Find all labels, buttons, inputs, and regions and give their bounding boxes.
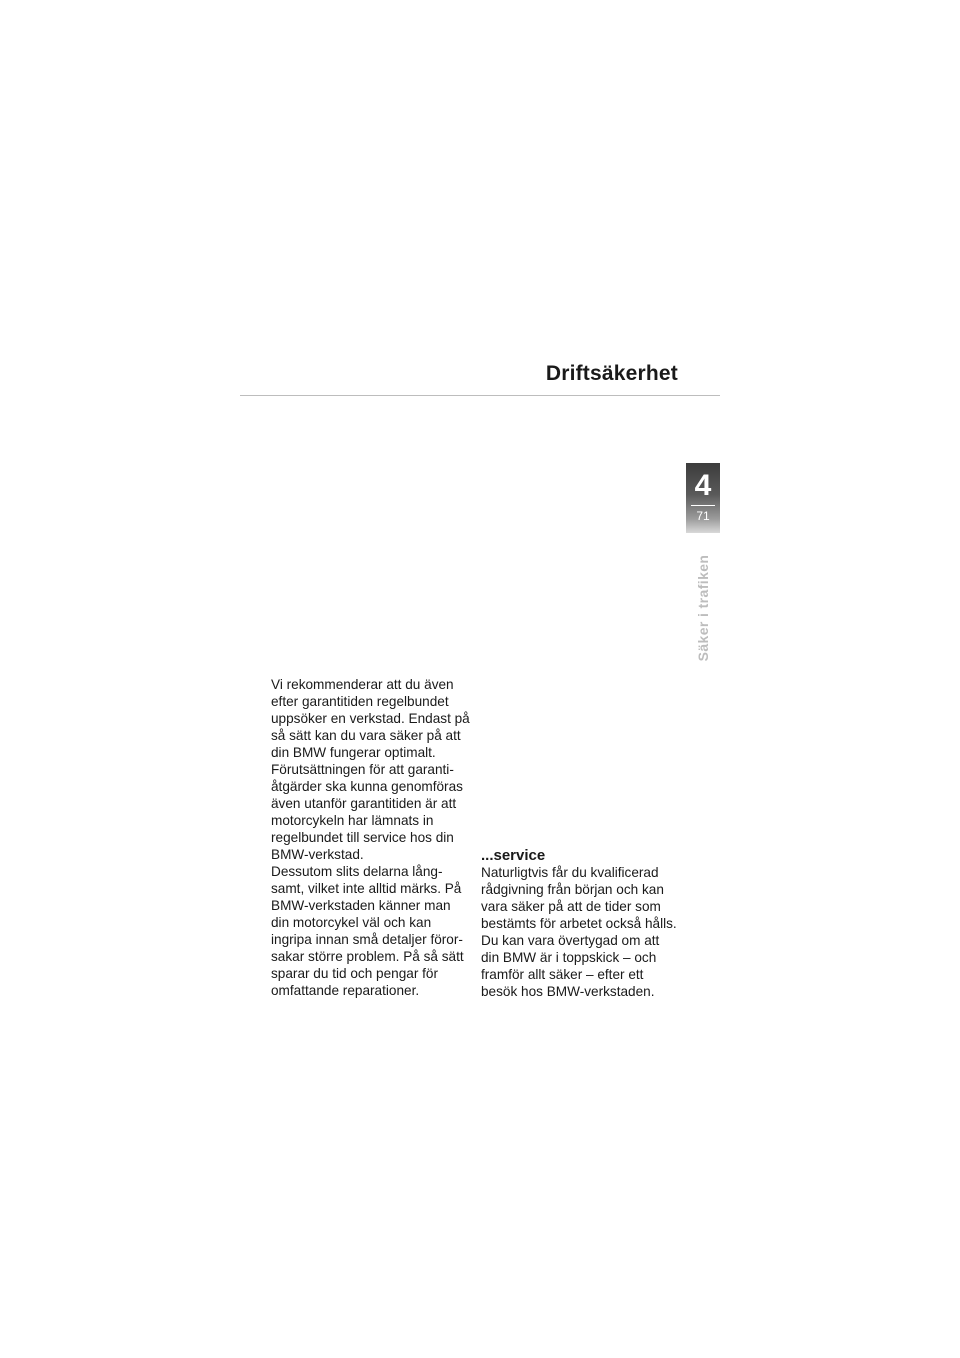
- body-paragraph: Vi rekommenderar att du även efter garantitiden regelbundet uppsöker en verkstad. Endast på så sätt kan du vara säker på att din BMW fungerar optimalt. Förutsättningen för att garantiåtgärder ska kunna genomföras även utanför garantitiden är att motorcykeln har lämnats in regelbundet till service hos din BMW-verkstad.: [271, 677, 470, 862]
- body-paragraph: Naturligtvis får du kvalificerad rådgivning från början och kan vara säker på att de tider som bestämts för arbetet också hålls. Du kan vara övertygad om att din BMW är i toppskick – och framför allt säker – efter ett besök hos BMW-verkstaden.: [481, 865, 677, 999]
- body-paragraph: Dessutom slits delarna långsamt, vilket inte alltid märks. På BMW-verkstaden känner man din motorcykel väl och kan ingripa innan små detaljer förorsakar större problem. På så sätt sparar du tid och pengar för omfattande reparationer.: [271, 864, 464, 998]
- section-label: Säker i trafiken: [695, 554, 711, 662]
- right-column: [481, 847, 681, 1000]
- chapter-tab-divider: [691, 505, 715, 506]
- chapter-number: 4: [694, 469, 712, 502]
- header-divider: [240, 395, 720, 396]
- left-column: [271, 676, 471, 999]
- section-heading: ...service: [481, 847, 546, 864]
- page-number: 71: [696, 509, 710, 523]
- page-title: Driftsäkerhet: [545, 362, 678, 385]
